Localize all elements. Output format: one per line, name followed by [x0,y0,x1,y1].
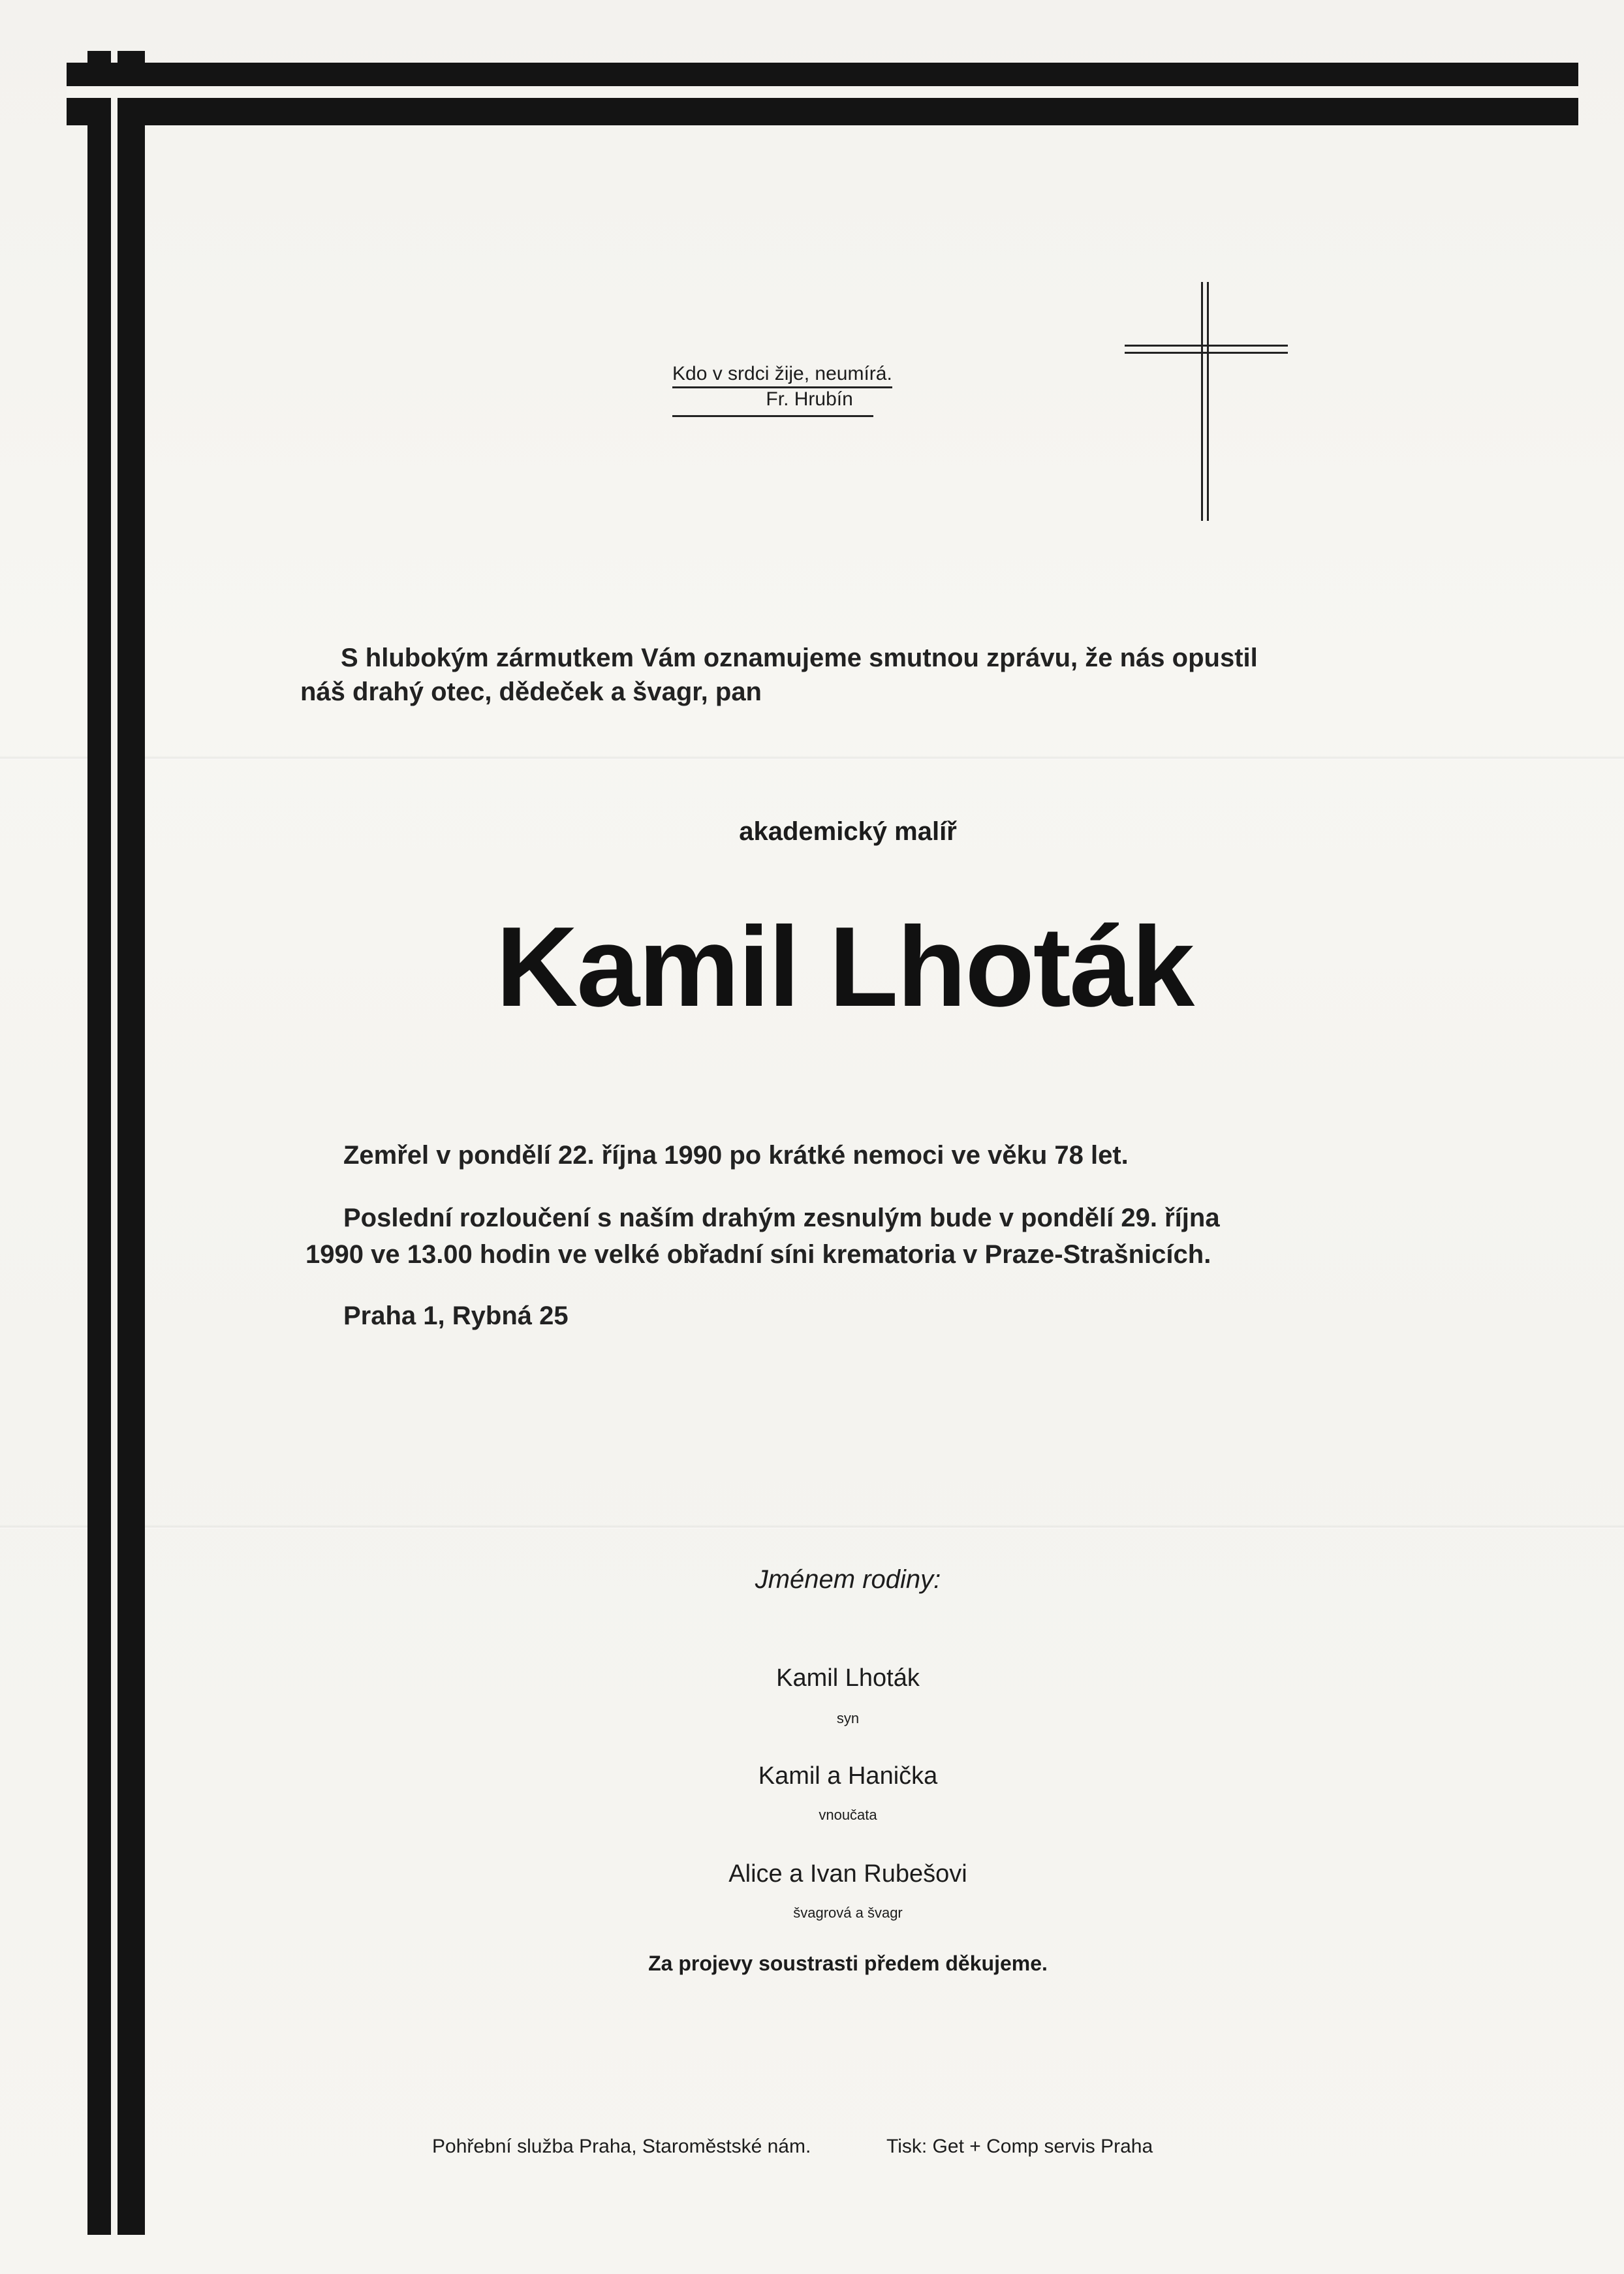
thanks-note: Za projevy soustrasti předem děkujeme. [648,1952,1048,1975]
family-member-name: Alice a Ivan Rubešovi [728,1860,967,1888]
motto-quote: Kdo v srdci žije, neumírá. [672,363,892,388]
footer-printer: Tisk: Get + Comp servis Praha [886,2136,1153,2157]
border-top-bar [67,63,1578,86]
family-heading: Jménem rodiny: [755,1565,941,1594]
motto-author: Fr. Hrubín [766,388,853,410]
deceased-name: Kamil Lhoták [495,903,1194,1030]
deceased-title: akademický malíř [739,817,957,846]
funeral-line: Poslední rozloučení s naším drahým zesnulým bude v pondělí 29. října [343,1204,1220,1232]
announcement-line: S hlubokým zármutkem Vám oznamujeme smutnou zprávu, že nás opustil [341,644,1258,672]
family-member-relation: vnoučata [819,1807,877,1823]
fold-line [0,756,1624,760]
address: Praha 1, Rybná 25 [343,1301,569,1330]
announcement-line: náš drahý otec, dědeček a švagr, pan [300,678,762,706]
funeral-notice [305,1200,1220,1273]
border-top-bar [67,98,1578,125]
announcement [300,641,1258,709]
death-notice: Zemřel v pondělí 22. října 1990 po krátké nemoci ve věku 78 let. [343,1141,1129,1170]
family-member-relation: švagrová a švagr [793,1905,903,1921]
funeral-line: 1990 ve 13.00 hodin ve velké obřadní síni krematoria v Praze-Strašnicích. [305,1240,1211,1269]
motto-underline [672,415,873,417]
family-member-name: Kamil Lhoták [776,1664,920,1692]
cross-horizontal [1125,345,1288,354]
family-member-relation: syn [836,1710,860,1726]
border-gap [67,86,1578,98]
footer-funeral-service: Pohřební služba Praha, Staroměstské nám. [432,2136,811,2157]
cross-vertical [1201,282,1209,521]
motto [672,363,892,411]
fold-line [0,1525,1624,1529]
family-member-name: Kamil a Hanička [758,1762,938,1790]
